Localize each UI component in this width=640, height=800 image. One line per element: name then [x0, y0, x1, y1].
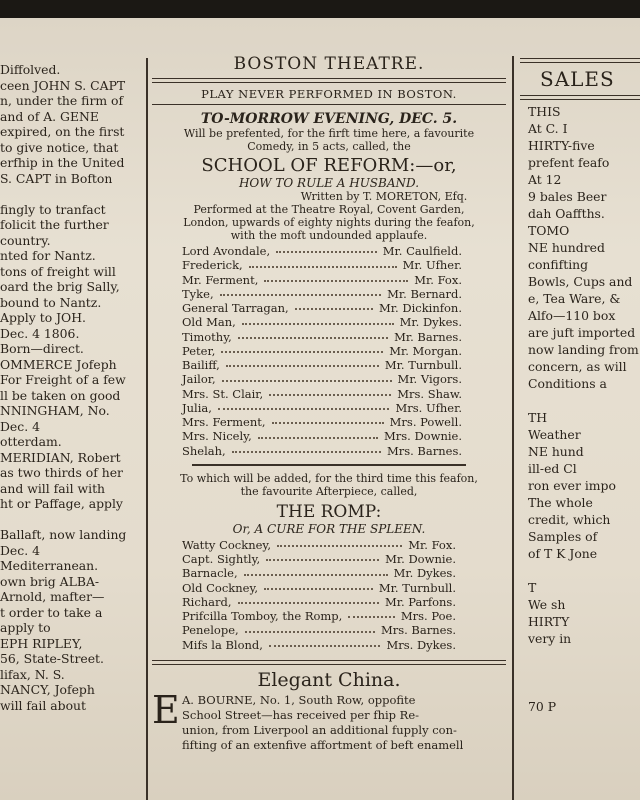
left-line: lifax, N. S. [0, 666, 65, 682]
left-line: Apply to JOH. [0, 310, 86, 325]
cast-row [182, 344, 462, 358]
right-line [528, 648, 640, 665]
right-line [528, 563, 640, 580]
play-subtitle: HOW TO RULE A HUSBAND. [238, 176, 420, 190]
left-line: country. [0, 232, 51, 248]
right-line: Weather [528, 427, 581, 442]
cast-row [182, 258, 462, 272]
left-column-text [0, 62, 144, 713]
left-line: Ballaft, now landing [0, 527, 127, 542]
left-line: tons of freight will [0, 263, 116, 279]
leader-dots [264, 273, 408, 282]
right-line: HIRTY-five [528, 138, 595, 153]
leader-dots [232, 444, 381, 453]
right-line: TOMO [528, 223, 570, 238]
left-line: For Freight of a few [0, 372, 126, 387]
right-line: Alfo—110 box [528, 308, 616, 323]
cast-actor: Mr. Bernard. [387, 286, 462, 301]
cast-role: Mr. Ferment, [182, 272, 259, 287]
cast-actor: Mr. Downie. [385, 552, 456, 566]
leader-dots [276, 244, 377, 253]
divider [152, 78, 506, 83]
china-line-2: School Street—has received per fhip Re- [182, 707, 420, 722]
cast-row [182, 358, 462, 372]
cast-actor: Mrs. Ufher. [395, 400, 462, 415]
divider [192, 464, 466, 466]
afterpiece-title: THE ROMP: [276, 501, 382, 522]
cast-actor: Mrs. Barnes. [386, 443, 462, 458]
right-line: 9 bales Beer [528, 189, 607, 204]
leader-dots [245, 623, 375, 632]
cast-actor: Mr. Fox. [414, 272, 462, 287]
right-line: Conditions a [528, 376, 607, 391]
left-line: expired, on the first [0, 124, 125, 139]
cast-row [182, 387, 462, 401]
cast-row [182, 287, 462, 301]
cast-role: Richard, [182, 594, 232, 609]
right-line [528, 665, 640, 682]
left-line: as two thirds of her [0, 465, 123, 480]
right-line: of T K Jone [528, 546, 598, 561]
cast-role: Bailiff, [182, 358, 220, 372]
cast-row [182, 401, 462, 415]
left-line: otterdam. [0, 434, 62, 449]
cast-row [182, 273, 462, 287]
column-rule-right [512, 56, 514, 800]
sales-masthead: SALES [540, 67, 615, 91]
china-line-1: A. BOURNE, No. 1, South Row, oppofite [182, 692, 416, 707]
cast-row [182, 538, 456, 552]
leader-dots [277, 538, 402, 547]
cast-actor: Mrs. Poe. [400, 609, 456, 623]
intro-1: Will be prefented, for the firft time here, a favourite [183, 127, 475, 140]
cast-role: Tyke, [182, 286, 214, 301]
afterpiece-cast-list [152, 536, 506, 652]
cast-actor: Mrs. Dykes. [386, 637, 456, 652]
newspaper-page [0, 18, 640, 800]
left-line: and will fail with [0, 480, 106, 496]
cast-actor: Mrs. Barnes. [380, 623, 456, 638]
left-line: MERIDIAN, Robert [0, 449, 121, 465]
cast-actor: Mr. Vigors. [397, 372, 462, 387]
cast-actor: Mr. Morgan. [389, 343, 462, 358]
china-title: Elegant China. [257, 668, 401, 691]
cast-role: Timothy, [182, 329, 232, 344]
cast-row [182, 429, 462, 443]
left-line: and of A. GENE [0, 108, 99, 124]
cast-actor: Mr. Turnbull. [378, 580, 456, 595]
cast-role: Shelah, [182, 443, 226, 458]
leader-dots [258, 429, 378, 438]
performed-2: London, upwards of eighty nights during the feafon, [183, 216, 475, 229]
right-line: T [528, 580, 537, 595]
cast-actor: Mr. Parfons. [384, 594, 456, 609]
right-line: dah Oaffths. [528, 206, 605, 221]
right-line [528, 393, 640, 410]
afterpiece-intro-2: the favourite Afterpiece, called, [240, 484, 418, 498]
right-line: ill-ed Cl [528, 461, 577, 476]
right-line: Bowls, Cups and [528, 274, 633, 289]
right-line: very in [528, 631, 572, 646]
left-line: Dec. 4 [0, 418, 40, 434]
leader-dots [220, 287, 382, 296]
cast-role: Mifs la Blond, [182, 637, 263, 652]
left-line: t order to take a [0, 604, 103, 620]
right-line: now landing from [528, 342, 639, 357]
leader-dots [238, 330, 388, 339]
china-line-4: fifting of an extenfive affortment of beft enamell [182, 737, 464, 752]
cast-role: Penelope, [182, 623, 239, 638]
cast-role: Watty Cockney, [182, 537, 272, 552]
leader-dots [242, 315, 394, 324]
left-line: own brig ALBA- [0, 573, 100, 589]
right-line: are juft imported [528, 325, 636, 340]
performed-3: with the moft undounded applaufe. [230, 229, 428, 242]
leader-dots [226, 358, 379, 367]
column-rule-left [146, 58, 148, 800]
right-line: 70 P [528, 699, 557, 714]
afterpiece-subtitle: Or, A CURE FOR THE SPLEEN. [232, 521, 426, 536]
performed-1: Performed at the Theatre Royal, Covent Garden, [193, 203, 465, 216]
right-line: concern, as will [528, 359, 627, 374]
left-line: EPH RIPLEY, [0, 635, 83, 651]
cast-actor: Mr. Turnbull. [384, 358, 462, 372]
cast-role: Julia, [182, 400, 212, 415]
cast-row [182, 444, 462, 458]
right-line: HIRTY [528, 614, 570, 629]
cast-role: Prifcilla Tomboy, the Romp, [182, 609, 343, 623]
right-column-text [520, 104, 640, 716]
right-line: confifting [528, 257, 589, 272]
leader-dots [269, 638, 381, 647]
cast-actor: Mrs. Shaw. [397, 386, 462, 401]
cast-role: Jailor, [182, 372, 216, 387]
cast-actor: Mr. Caulfield. [382, 244, 462, 258]
left-line: NANCY, Jofeph [0, 682, 95, 697]
cast-row [182, 301, 462, 315]
cast-role: General Tarragan, [182, 301, 289, 315]
left-line: Born—direct. [0, 341, 84, 356]
right-line: At 12 [528, 172, 562, 187]
right-line: TH [528, 410, 548, 425]
leader-dots [269, 387, 391, 396]
china-line-3: union, from Liverpool an additional fupply con- [182, 722, 457, 737]
cast-row [182, 372, 462, 386]
leader-dots [272, 415, 384, 424]
cast-row [182, 638, 456, 652]
left-line: to give notice, that [0, 139, 119, 155]
leader-dots [222, 372, 392, 381]
masthead: BOSTON THEATRE. [233, 54, 425, 74]
cast-role: Old Man, [182, 315, 236, 330]
leader-dots [221, 344, 383, 353]
cast-role: Mrs. Nicely, [182, 429, 252, 444]
right-line: At C. I [528, 121, 568, 136]
cast-role: Frederick, [182, 258, 243, 273]
left-line: nted for Nantz. [0, 248, 96, 263]
cast-row [182, 609, 456, 623]
author: Written by T. MORETON, Efq. [300, 190, 468, 203]
date-line: TO-MORROW EVENING, DEC. 5. [200, 111, 458, 127]
right-line: The whole [528, 495, 593, 510]
left-line: oard the brig Sally, [0, 279, 120, 294]
cast-actor: Mr. Dykes. [399, 315, 462, 330]
left-line: erfhip in the United [0, 155, 125, 170]
right-line: ron ever impo [528, 478, 616, 493]
right-line: NE hund [528, 444, 584, 459]
cast-row [182, 330, 462, 344]
left-line: ceen JOHN S. CAPT [0, 77, 126, 93]
cast-row [182, 315, 462, 329]
subhead: PLAY NEVER PERFORMED IN BOSTON. [201, 87, 457, 101]
cast-role: Peter, [182, 343, 216, 358]
leader-dots [348, 609, 395, 618]
left-line: OMMERCE Jofeph [0, 356, 117, 372]
left-line: S. CAPT in Bofton [0, 170, 113, 186]
leader-dots [218, 401, 390, 410]
cast-row [182, 595, 456, 609]
cast-row [182, 415, 462, 429]
left-line: n, under the firm of [0, 93, 124, 108]
left-line: folicit the further [0, 217, 109, 232]
leader-dots [238, 595, 379, 604]
left-line: Dec. 4 [0, 542, 40, 558]
right-line: Samples of [528, 529, 598, 544]
cast-actor: Mr. Fox. [408, 537, 456, 552]
leader-dots [264, 581, 373, 590]
divider [152, 104, 506, 105]
cast-role: Barnacle, [182, 566, 238, 581]
right-line [528, 682, 640, 699]
left-line [0, 186, 144, 202]
left-line: bound to Nantz. [0, 294, 102, 310]
left-line: fingly to tranfact [0, 201, 106, 217]
right-line: NE hundred [528, 240, 605, 255]
cast-role: Capt. Sightly, [182, 552, 261, 566]
cast-actor: Mr. Dykes. [393, 566, 456, 581]
cast-role: Old Cockney, [182, 580, 259, 595]
left-line: NNINGHAM, No. [0, 403, 110, 418]
cast-row [182, 244, 462, 258]
right-line: e, Tea Ware, & [528, 291, 621, 306]
cast-list [152, 242, 506, 458]
afterpiece-intro-1: To which will be added, for the third time this feafon, [180, 471, 478, 485]
intro-2: Comedy, in 5 acts, called, the [247, 140, 411, 153]
left-line: ll be taken on good [0, 387, 121, 403]
cast-row [182, 581, 456, 595]
cast-row [182, 552, 456, 566]
leader-dots [295, 301, 373, 310]
leader-dots [266, 552, 379, 561]
left-line: will fail about [0, 697, 87, 713]
left-line: Dec. 4 1806. [0, 325, 80, 341]
left-line: Diffolved. [0, 62, 61, 77]
drop-cap: E [152, 687, 180, 732]
cast-actor: Mrs. Powell. [389, 415, 462, 429]
cast-actor: Mr. Ufher. [402, 258, 462, 273]
leader-dots [249, 258, 397, 267]
divider [520, 58, 640, 63]
cast-role: Mrs. St. Clair, [182, 386, 264, 401]
leader-dots [244, 566, 388, 575]
play-title: SCHOOL OF REFORM:—or, [201, 155, 457, 176]
left-line: 56, State-Street. [0, 651, 104, 666]
right-line: credit, which [528, 512, 611, 527]
center-column [152, 54, 506, 753]
right-line: We sh [528, 597, 566, 612]
cast-actor: Mr. Dickinfon. [379, 301, 462, 315]
cast-actor: Mrs. Downie. [383, 429, 462, 444]
left-column [0, 62, 144, 713]
china-ad [152, 687, 506, 753]
left-line: ht or Paffage, apply [0, 496, 123, 511]
left-line [0, 512, 144, 528]
left-line: Mediterranean. [0, 558, 99, 573]
cast-row [182, 623, 456, 637]
right-line: prefent feafo [528, 155, 610, 170]
divider [152, 660, 506, 665]
left-line: Arnold, mafter— [0, 589, 105, 604]
right-line: THIS [528, 104, 561, 119]
cast-role: Mrs. Ferment, [182, 415, 266, 429]
cast-actor: Mr. Barnes. [394, 329, 462, 344]
cast-row [182, 566, 456, 580]
right-column [520, 54, 640, 716]
divider [520, 95, 640, 100]
cast-role: Lord Avondale, [182, 244, 271, 258]
left-line: apply to [0, 620, 51, 635]
